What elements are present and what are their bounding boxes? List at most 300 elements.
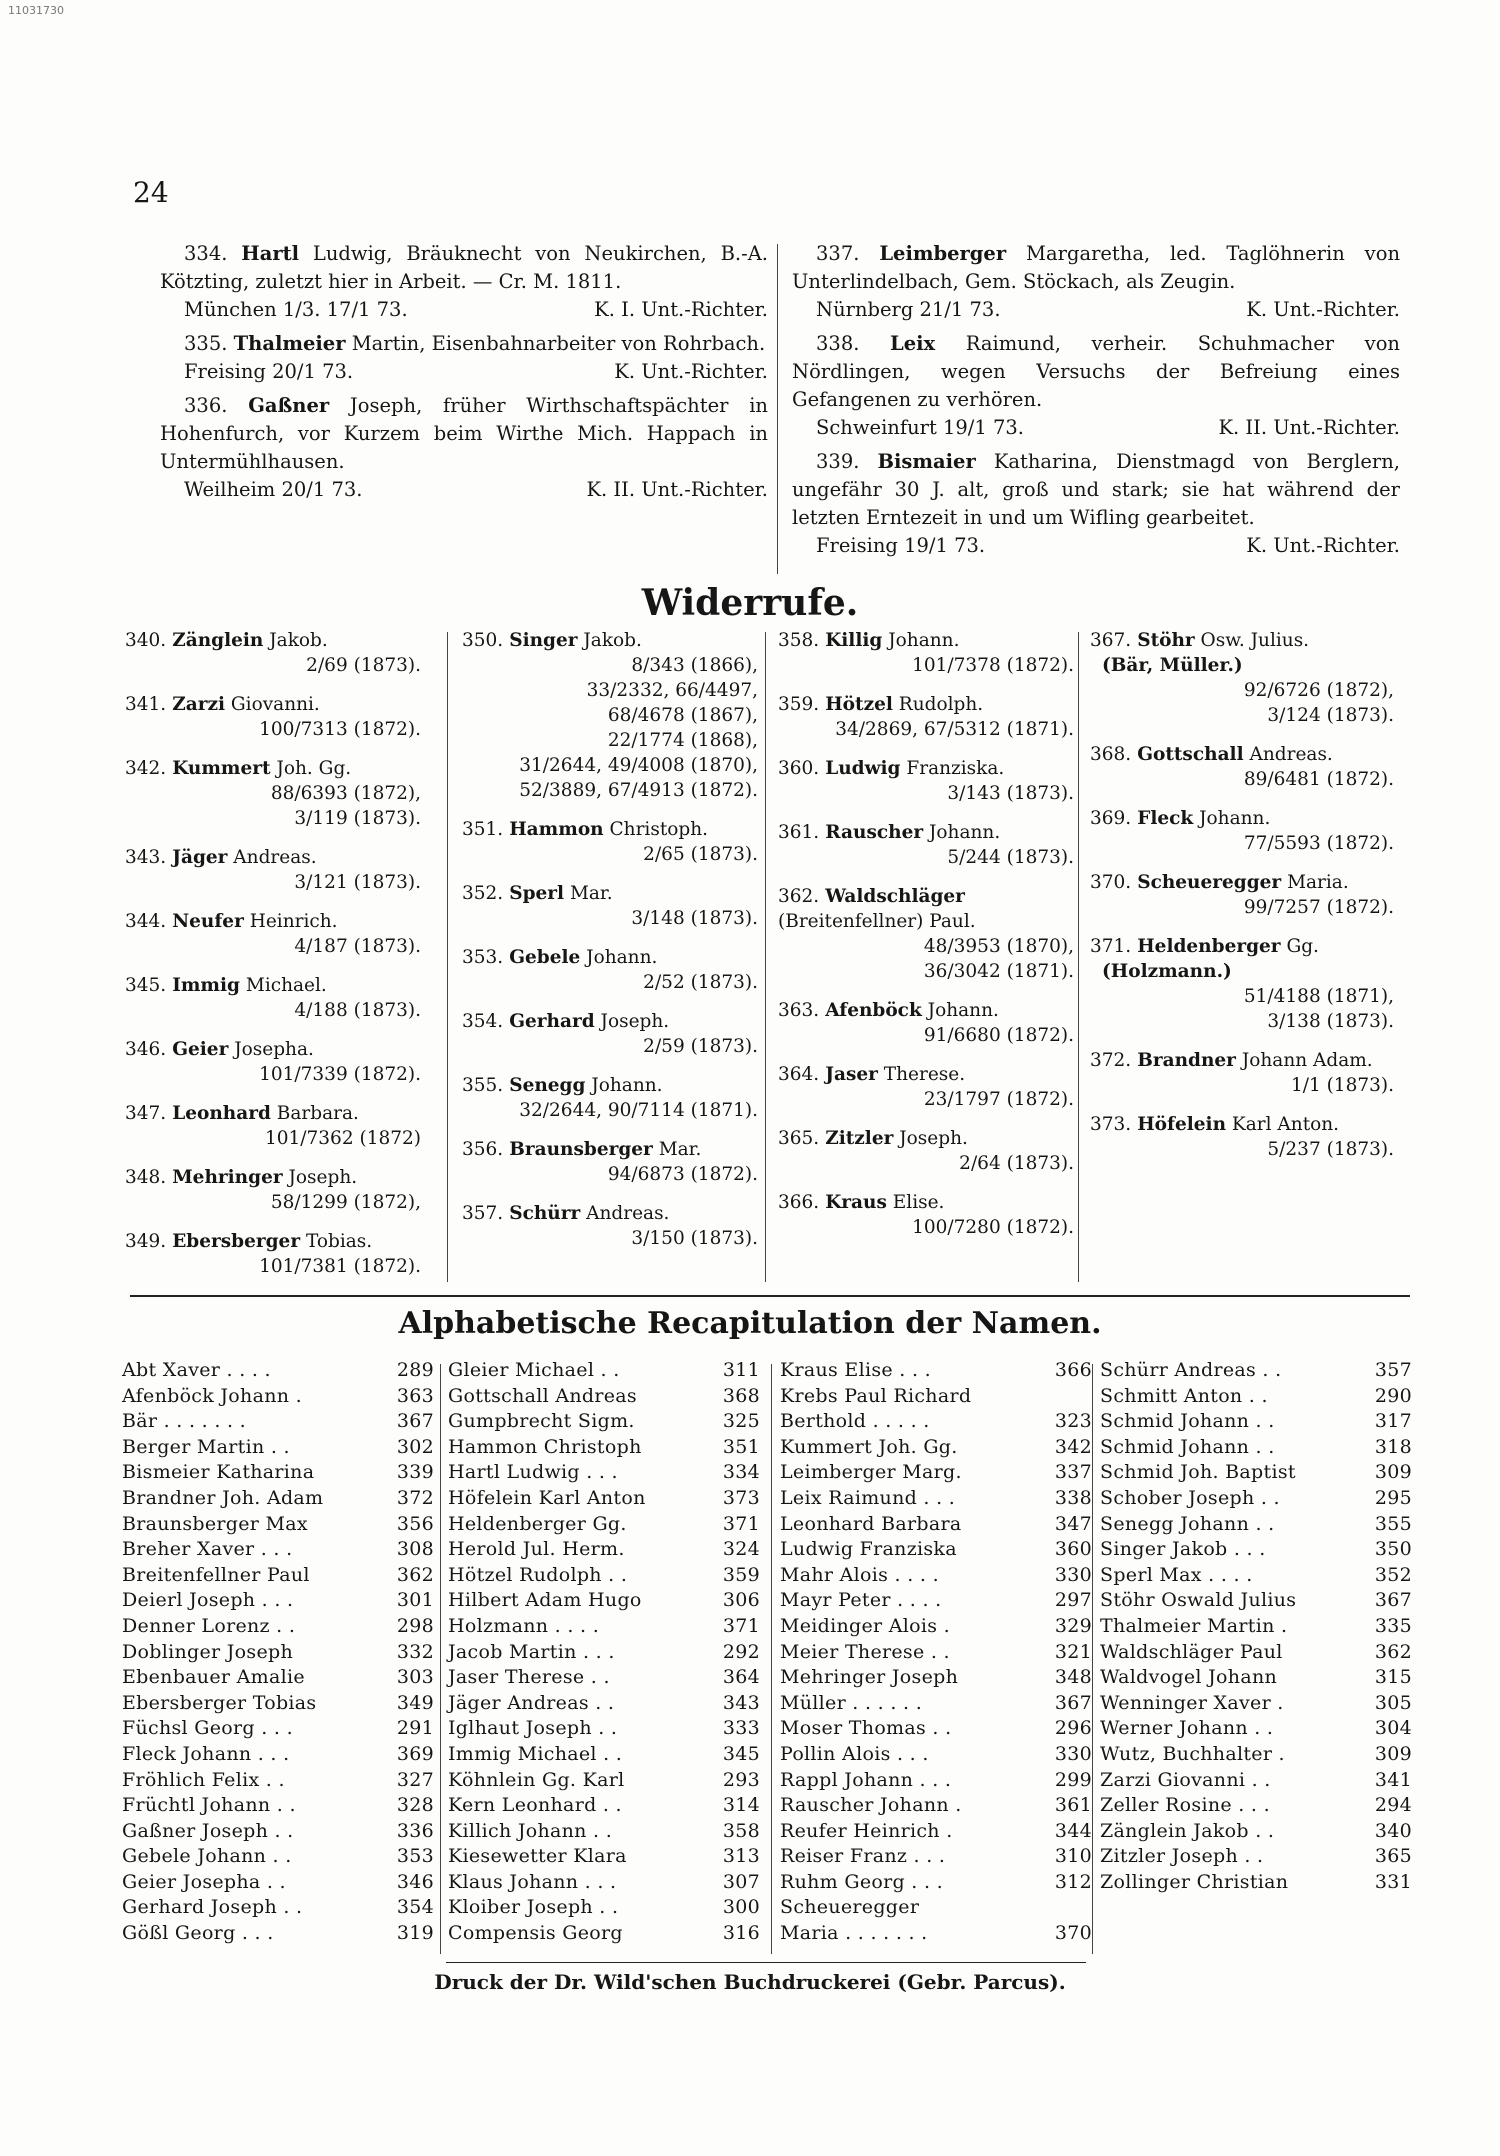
- notices-right-column: [792, 240, 1400, 566]
- notices-left-column: [160, 240, 768, 510]
- notice-signature: [160, 296, 768, 324]
- widerruf-surname: Scheueregger: [1137, 872, 1282, 893]
- widerruf-number: 352.: [462, 883, 504, 904]
- widerruf-surname: Kraus: [825, 1192, 887, 1213]
- index-name: Waldschläger Paul: [1100, 1640, 1283, 1663]
- widerruf-number: 369.: [1090, 808, 1132, 829]
- index-row: [122, 1742, 434, 1768]
- widerruf-reference: 3/119 (1873).: [294, 808, 421, 829]
- widerruf-header: [1090, 1048, 1408, 1073]
- widerruf-surname: Ludwig: [825, 758, 901, 779]
- widerruf-reference: 2/69 (1873).: [306, 655, 421, 676]
- widerruf-reference: 48/3953 (1870),: [923, 936, 1074, 957]
- index-row: [122, 1358, 434, 1384]
- widerruf-given-name: Jakob.: [269, 630, 328, 651]
- index-number: 296: [1054, 1717, 1092, 1740]
- index-row: [1100, 1588, 1412, 1614]
- index-number: 308: [396, 1538, 434, 1561]
- widerruf-reference: 4/188 (1873).: [294, 1000, 421, 1021]
- widerruf-header: [462, 945, 772, 970]
- index-row: [780, 1537, 1092, 1563]
- index-row: [1100, 1563, 1412, 1589]
- index-row: [448, 1870, 760, 1896]
- notice-place-date: Freising 20/1 73.: [184, 360, 354, 383]
- index-name: Wenninger Xaver .: [1100, 1691, 1284, 1714]
- widerruf-given-name: Gg.: [1286, 936, 1319, 957]
- index-row: [448, 1614, 760, 1640]
- widerruf-surname: Geier: [172, 1039, 229, 1060]
- widerruf-entry: [778, 998, 1088, 1048]
- index-row: [448, 1844, 760, 1870]
- widerruf-reference: 100/7280 (1872).: [912, 1217, 1074, 1238]
- index-name: Kummert Joh. Gg.: [780, 1435, 958, 1458]
- index-name: Schmid Johann . .: [1100, 1435, 1275, 1458]
- widerruf-header: [125, 756, 435, 781]
- index-number: 305: [1374, 1691, 1412, 1714]
- widerruf-header: [462, 1137, 772, 1162]
- index-number: 323: [1054, 1410, 1092, 1433]
- widerruf-number: 359.: [778, 694, 820, 715]
- index-number: 342: [1054, 1435, 1092, 1458]
- index-row: [122, 1384, 434, 1410]
- column-divider: [765, 632, 766, 1282]
- widerruf-number: 372.: [1090, 1050, 1132, 1071]
- widerruf-header: [1090, 934, 1408, 959]
- widerruf-reference: 34/2869, 67/5312 (1871).: [835, 719, 1074, 740]
- alpha-column-2: [448, 1358, 760, 1947]
- alpha-index: [122, 1358, 1422, 1963]
- widerruf-entry: [1090, 742, 1408, 792]
- notice-description: Ludwig, Bräuknecht von Neukirchen, B.-A. Kötzting, zuletzt hier in Arbeit. — Cr. M. 1811.: [160, 242, 768, 293]
- page-id: 11031730: [8, 4, 64, 17]
- widerruf-number: 351.: [462, 819, 504, 840]
- widerruf-header: [1090, 628, 1408, 653]
- notice-signature: [792, 296, 1400, 324]
- index-number: 292: [722, 1640, 760, 1663]
- index-row: [448, 1819, 760, 1845]
- index-name: Berger Martin . .: [122, 1435, 290, 1458]
- widerruf-surname: Singer: [509, 630, 578, 651]
- index-number: 349: [396, 1691, 434, 1714]
- widerruf-number: 347.: [125, 1103, 167, 1124]
- widerruf-number: 367.: [1090, 630, 1132, 651]
- widerruf-entry: [462, 881, 772, 931]
- index-row: [448, 1691, 760, 1717]
- index-number: 345: [722, 1742, 760, 1765]
- widerruf-surname: Brandner: [1137, 1050, 1236, 1071]
- index-row: [448, 1742, 760, 1768]
- index-number: 309: [1374, 1742, 1412, 1765]
- index-name: Fleck Johann . . .: [122, 1742, 290, 1765]
- widerruf-entry: [125, 973, 435, 1023]
- index-number: 366: [1054, 1359, 1092, 1381]
- index-row: [122, 1409, 434, 1435]
- index-number: 298: [396, 1614, 434, 1637]
- index-number: 294: [1374, 1794, 1412, 1817]
- index-name: Schmid Joh. Baptist: [1100, 1461, 1296, 1484]
- index-number: 291: [396, 1717, 434, 1740]
- widerrufe-column-2: [462, 628, 772, 1265]
- widerruf-surname: Killig: [825, 630, 883, 651]
- widerruf-surname: Afenböck: [825, 1000, 922, 1021]
- notice-text: [160, 392, 768, 476]
- widerruf-entry: [125, 909, 435, 959]
- index-name: Afenböck Johann .: [122, 1384, 302, 1407]
- widerruf-alias: (Bär, Müller.): [1102, 655, 1243, 676]
- index-number: 328: [396, 1794, 434, 1817]
- index-name: Breher Xaver . . .: [122, 1538, 293, 1561]
- notice-entry: [792, 330, 1400, 442]
- widerruf-given-name: Johann.: [927, 1000, 999, 1021]
- widerruf-reference: 99/7257 (1872).: [1243, 897, 1394, 918]
- index-name: Höfelein Karl Anton: [448, 1486, 646, 1509]
- widerruf-reference: 89/6481 (1872).: [1243, 769, 1394, 790]
- alpha-column-4: [1100, 1358, 1412, 1895]
- index-row: [1100, 1665, 1412, 1691]
- index-name: Zänglein Jakob . .: [1100, 1819, 1275, 1842]
- widerruf-surname: Jaser: [825, 1064, 878, 1085]
- widerruf-number: 371.: [1090, 936, 1132, 957]
- index-name: Herold Jul. Herm.: [448, 1538, 625, 1561]
- index-name: Rappl Johann . . .: [780, 1768, 952, 1791]
- index-number: 327: [396, 1768, 434, 1791]
- index-row: [1100, 1409, 1412, 1435]
- index-number: 336: [396, 1819, 434, 1842]
- index-name: Mahr Alois . . . .: [780, 1563, 939, 1586]
- widerruf-number: 344.: [125, 911, 167, 932]
- widerruf-entry: [1090, 1048, 1408, 1098]
- widerruf-number: 346.: [125, 1039, 167, 1060]
- widerruf-number: 349.: [125, 1231, 167, 1252]
- widerruf-reference: 52/3889, 67/4913 (1872).: [519, 780, 758, 801]
- widerruf-surname: Hammon: [509, 819, 604, 840]
- index-number: 369: [396, 1742, 434, 1765]
- index-number: 364: [722, 1666, 760, 1689]
- index-name: Pollin Alois . . .: [780, 1742, 929, 1765]
- index-row: [122, 1640, 434, 1666]
- widerruf-entry: [1090, 934, 1408, 1034]
- index-name: Geier Josepha . .: [122, 1870, 286, 1893]
- widerruf-given-name: Mar.: [658, 1139, 702, 1160]
- index-name: Köhnlein Gg. Karl: [448, 1768, 625, 1791]
- index-number: 347: [1054, 1512, 1092, 1535]
- index-row: [122, 1588, 434, 1614]
- index-number: 341: [1374, 1768, 1412, 1791]
- index-name: Ebenbauer Amalie: [122, 1666, 305, 1689]
- widerruf-number: 348.: [125, 1167, 167, 1188]
- index-number: 352: [1374, 1563, 1412, 1586]
- index-name: Killich Johann . .: [448, 1819, 613, 1842]
- index-row: [448, 1588, 760, 1614]
- widerruf-reference: 101/7381 (1872).: [259, 1256, 421, 1277]
- widerrufe-section: [125, 628, 1415, 1293]
- index-row: [448, 1486, 760, 1512]
- widerruf-header: [778, 756, 1088, 781]
- index-row: [1100, 1768, 1412, 1794]
- index-name: Gerhard Joseph . .: [122, 1896, 303, 1919]
- index-name: Brandner Joh. Adam: [122, 1486, 324, 1509]
- index-name: Klaus Johann . . .: [448, 1870, 617, 1893]
- widerruf-number: 361.: [778, 822, 820, 843]
- widerruf-reference: 5/244 (1873).: [947, 847, 1074, 868]
- widerruf-header: [1090, 1112, 1408, 1137]
- widerruf-header: [125, 692, 435, 717]
- index-row: [448, 1537, 760, 1563]
- widerruf-number: 341.: [125, 694, 167, 715]
- notice-number: 337.: [816, 242, 880, 265]
- index-row: [122, 1563, 434, 1589]
- index-row: [122, 1793, 434, 1819]
- index-name: Senegg Johann . .: [1100, 1512, 1275, 1535]
- notice-place-date: München 1/3. 17/1 73.: [184, 298, 408, 321]
- index-row: [780, 1409, 1092, 1435]
- widerruf-entry: [125, 628, 435, 678]
- widerruf-given-name: Barbara.: [276, 1103, 359, 1124]
- widerruf-number: 357.: [462, 1203, 504, 1224]
- index-row: [780, 1614, 1092, 1640]
- index-number: 306: [722, 1589, 760, 1612]
- widerruf-number: 362.: [778, 886, 820, 907]
- widerruf-entry: [1090, 1112, 1408, 1162]
- index-name: Ruhm Georg . . .: [780, 1870, 943, 1893]
- widerruf-reference: 36/3042 (1871).: [923, 961, 1074, 982]
- index-number: 362: [1374, 1640, 1412, 1663]
- widerruf-reference: 23/1797 (1872).: [923, 1089, 1074, 1110]
- widerruf-number: 360.: [778, 758, 820, 779]
- notice-surname: Leimberger: [879, 242, 1007, 265]
- index-row: [780, 1691, 1092, 1717]
- index-number: 315: [1374, 1666, 1412, 1689]
- notice-number: 335.: [184, 332, 234, 355]
- index-number: 353: [396, 1845, 434, 1868]
- index-name: Reufer Heinrich .: [780, 1819, 953, 1842]
- widerruf-entry: [125, 1165, 435, 1215]
- widerruf-surname: Immig: [172, 975, 240, 996]
- index-number: 371: [722, 1512, 760, 1535]
- widerruf-given-name: Jakob.: [583, 630, 642, 651]
- index-number: 299: [1054, 1768, 1092, 1791]
- index-name: Singer Jakob . . .: [1100, 1538, 1266, 1561]
- notice-text: [160, 240, 768, 296]
- widerruf-given-name: Josepha.: [234, 1039, 314, 1060]
- notice-entry: [792, 448, 1400, 560]
- notice-description: Katharina, Dienstmagd von Berglern, ungefähr 30 J. alt, groß und stark; sie hat während der letzten Erntezeit in und um Wifling gearbeitet.: [792, 450, 1400, 529]
- index-row: [448, 1921, 760, 1947]
- index-name: Schober Joseph . .: [1100, 1486, 1280, 1509]
- index-number: 360: [1054, 1538, 1092, 1561]
- index-number: 373: [722, 1486, 760, 1509]
- widerruf-given-name: Andreas.: [586, 1203, 670, 1224]
- widerruf-given-name: Christoph.: [609, 819, 709, 840]
- index-name: Braunsberger Max: [122, 1512, 308, 1535]
- widerruf-surname: Zänglein: [172, 630, 264, 651]
- index-number: 313: [722, 1845, 760, 1868]
- notice-place-date: Weilheim 20/1 73.: [184, 478, 363, 501]
- widerruf-surname: Senegg: [509, 1075, 586, 1096]
- widerruf-reference: 5/237 (1873).: [1267, 1139, 1394, 1160]
- index-row: [122, 1895, 434, 1921]
- index-row: [780, 1460, 1092, 1486]
- widerruf-given-name: Tobias.: [305, 1231, 373, 1252]
- index-name: Müller . . . . . .: [780, 1691, 923, 1714]
- widerruf-surname: Stöhr: [1137, 630, 1195, 651]
- index-name: Abt Xaver . . . .: [122, 1359, 271, 1381]
- widerruf-header: [778, 884, 1088, 934]
- alpha-column-1: [122, 1358, 434, 1947]
- widerruf-reference: 3/148 (1873).: [631, 908, 758, 929]
- widerruf-header: [1090, 870, 1408, 895]
- widerruf-reference: 92/6726 (1872),: [1243, 680, 1394, 701]
- widerruf-entry: [125, 756, 435, 831]
- index-name: Wutz, Buchhalter .: [1100, 1742, 1285, 1765]
- index-row: [780, 1870, 1092, 1896]
- widerrufe-column-4: [1090, 628, 1408, 1176]
- widerruf-number: 356.: [462, 1139, 504, 1160]
- notice-signature: [792, 532, 1400, 560]
- widerruf-surname: Gerhard: [509, 1011, 595, 1032]
- index-number: 312: [1054, 1870, 1092, 1893]
- widerruf-entry: [462, 1073, 772, 1123]
- printer-imprint: Druck der Dr. Wild'schen Buchdruckerei (Gebr. Parcus).: [434, 1970, 1066, 1994]
- widerruf-entry: [462, 1137, 772, 1187]
- widerruf-header: [778, 1126, 1088, 1151]
- index-name: Gebele Johann . .: [122, 1845, 292, 1868]
- index-number: 367: [396, 1410, 434, 1433]
- index-number: 339: [396, 1461, 434, 1484]
- widerruf-given-name: Joseph.: [600, 1011, 670, 1032]
- widerruf-number: 353.: [462, 947, 504, 968]
- index-name: Mayr Peter . . . .: [780, 1589, 942, 1612]
- index-number: 350: [1374, 1538, 1412, 1561]
- widerruf-entry: [462, 1201, 772, 1251]
- widerruf-number: 373.: [1090, 1114, 1132, 1135]
- widerruf-reference: 32/2644, 90/7114 (1871).: [519, 1100, 758, 1121]
- widerruf-number: 363.: [778, 1000, 820, 1021]
- index-number: 346: [396, 1870, 434, 1893]
- index-number: 367: [1374, 1589, 1412, 1612]
- widerruf-header: [125, 1037, 435, 1062]
- index-name: Krebs Paul Richard: [780, 1384, 972, 1407]
- index-row: [1100, 1537, 1412, 1563]
- index-name: Schmid Johann . .: [1100, 1410, 1275, 1433]
- index-number: 316: [722, 1922, 760, 1945]
- notice-court: K. Unt.-Richter.: [614, 360, 768, 383]
- index-number: 365: [1374, 1845, 1412, 1868]
- index-row: [448, 1435, 760, 1461]
- index-row: [1100, 1716, 1412, 1742]
- index-number: 330: [1054, 1742, 1092, 1765]
- index-row: [1100, 1844, 1412, 1870]
- widerruf-given-name: Mar.: [569, 883, 613, 904]
- widerruf-reference: 1/1 (1873).: [1290, 1075, 1394, 1096]
- widerruf-entry: [125, 692, 435, 742]
- index-row: [448, 1512, 760, 1538]
- widerruf-entry: [1090, 870, 1408, 920]
- index-name: Schmitt Anton . .: [1100, 1384, 1268, 1407]
- widerruf-number: 365.: [778, 1128, 820, 1149]
- widerruf-entry: [1090, 806, 1408, 856]
- widerruf-header: [778, 628, 1088, 653]
- widerruf-entry: [125, 1037, 435, 1087]
- index-row: [448, 1563, 760, 1589]
- notice-entry: [160, 392, 768, 504]
- widerruf-surname: Zitzler: [825, 1128, 894, 1149]
- index-number: 325: [722, 1410, 760, 1433]
- widerruf-reference: 68/4678 (1867),: [607, 705, 758, 726]
- widerruf-entry: [125, 1229, 435, 1279]
- widerruf-number: 364.: [778, 1064, 820, 1085]
- index-row: [1100, 1819, 1412, 1845]
- index-row: [780, 1742, 1092, 1768]
- index-row: [780, 1844, 1092, 1870]
- index-row: [1100, 1435, 1412, 1461]
- widerruf-reference: 3/138 (1873).: [1267, 1011, 1394, 1032]
- notice-number: 339.: [816, 450, 878, 473]
- section-rule: [130, 1295, 1410, 1297]
- widerruf-given-name: Joh. Gg.: [276, 758, 352, 779]
- index-name: Bär . . . . . . .: [122, 1410, 247, 1433]
- widerruf-number: 354.: [462, 1011, 504, 1032]
- index-row: [122, 1435, 434, 1461]
- index-name: Gaßner Joseph . .: [122, 1819, 294, 1842]
- index-row: [448, 1895, 760, 1921]
- widerruf-given-name: Maria.: [1287, 872, 1349, 893]
- index-row: [780, 1793, 1092, 1819]
- widerruf-given-name: Franziska.: [906, 758, 1005, 779]
- widerruf-header: [125, 1229, 435, 1254]
- widerruf-header: [125, 628, 435, 653]
- widerruf-header: [462, 817, 772, 842]
- widerruf-given-name: Johann.: [928, 822, 1001, 843]
- notice-place-date: Schweinfurt 19/1 73.: [816, 416, 1024, 439]
- notice-description: Joseph, früher Wirthschaftspächter in Hohenfurch, vor Kurzem beim Wirthe Mich. Happach in Untermühlhausen.: [160, 394, 768, 473]
- widerruf-given-name: Giovanni.: [230, 694, 320, 715]
- widerruf-entry: [462, 817, 772, 867]
- widerruf-entry: [1090, 628, 1408, 728]
- index-number: 301: [396, 1589, 434, 1612]
- index-number: 356: [396, 1512, 434, 1535]
- index-row: [122, 1614, 434, 1640]
- widerruf-given-name: Michael.: [245, 975, 327, 996]
- notice-text: [160, 330, 768, 358]
- index-name: Gottschall Andreas: [448, 1384, 637, 1407]
- index-name: Mehringer Joseph: [780, 1666, 959, 1689]
- notice-court: K. II. Unt.-Richter.: [586, 478, 768, 501]
- index-row: [1100, 1460, 1412, 1486]
- index-number: 354: [396, 1896, 434, 1919]
- index-name: Kloiber Joseph . .: [448, 1896, 619, 1919]
- widerruf-surname: Neufer: [172, 911, 244, 932]
- index-name: Deierl Joseph . . .: [122, 1589, 294, 1612]
- index-name: Ebersberger Tobias: [122, 1691, 317, 1714]
- widerruf-reference: 2/64 (1873).: [959, 1153, 1074, 1174]
- index-row: [780, 1640, 1092, 1666]
- index-row: [780, 1512, 1092, 1538]
- widerruf-header: [462, 881, 772, 906]
- index-row: [448, 1409, 760, 1435]
- widerruf-entry: [778, 628, 1088, 678]
- widerruf-surname: Höfelein: [1137, 1114, 1227, 1135]
- notice-number: 336.: [184, 394, 249, 417]
- widerruf-reference: 22/1774 (1868),: [607, 730, 758, 751]
- index-number: 359: [722, 1563, 760, 1586]
- index-name: Werner Johann . .: [1100, 1717, 1274, 1740]
- widerruf-given-name: Johann.: [1199, 808, 1271, 829]
- index-name: Kiesewetter Klara: [448, 1845, 627, 1868]
- widerruf-surname: Fleck: [1137, 808, 1194, 829]
- notice-number: 338.: [816, 332, 890, 355]
- widerruf-number: 368.: [1090, 744, 1132, 765]
